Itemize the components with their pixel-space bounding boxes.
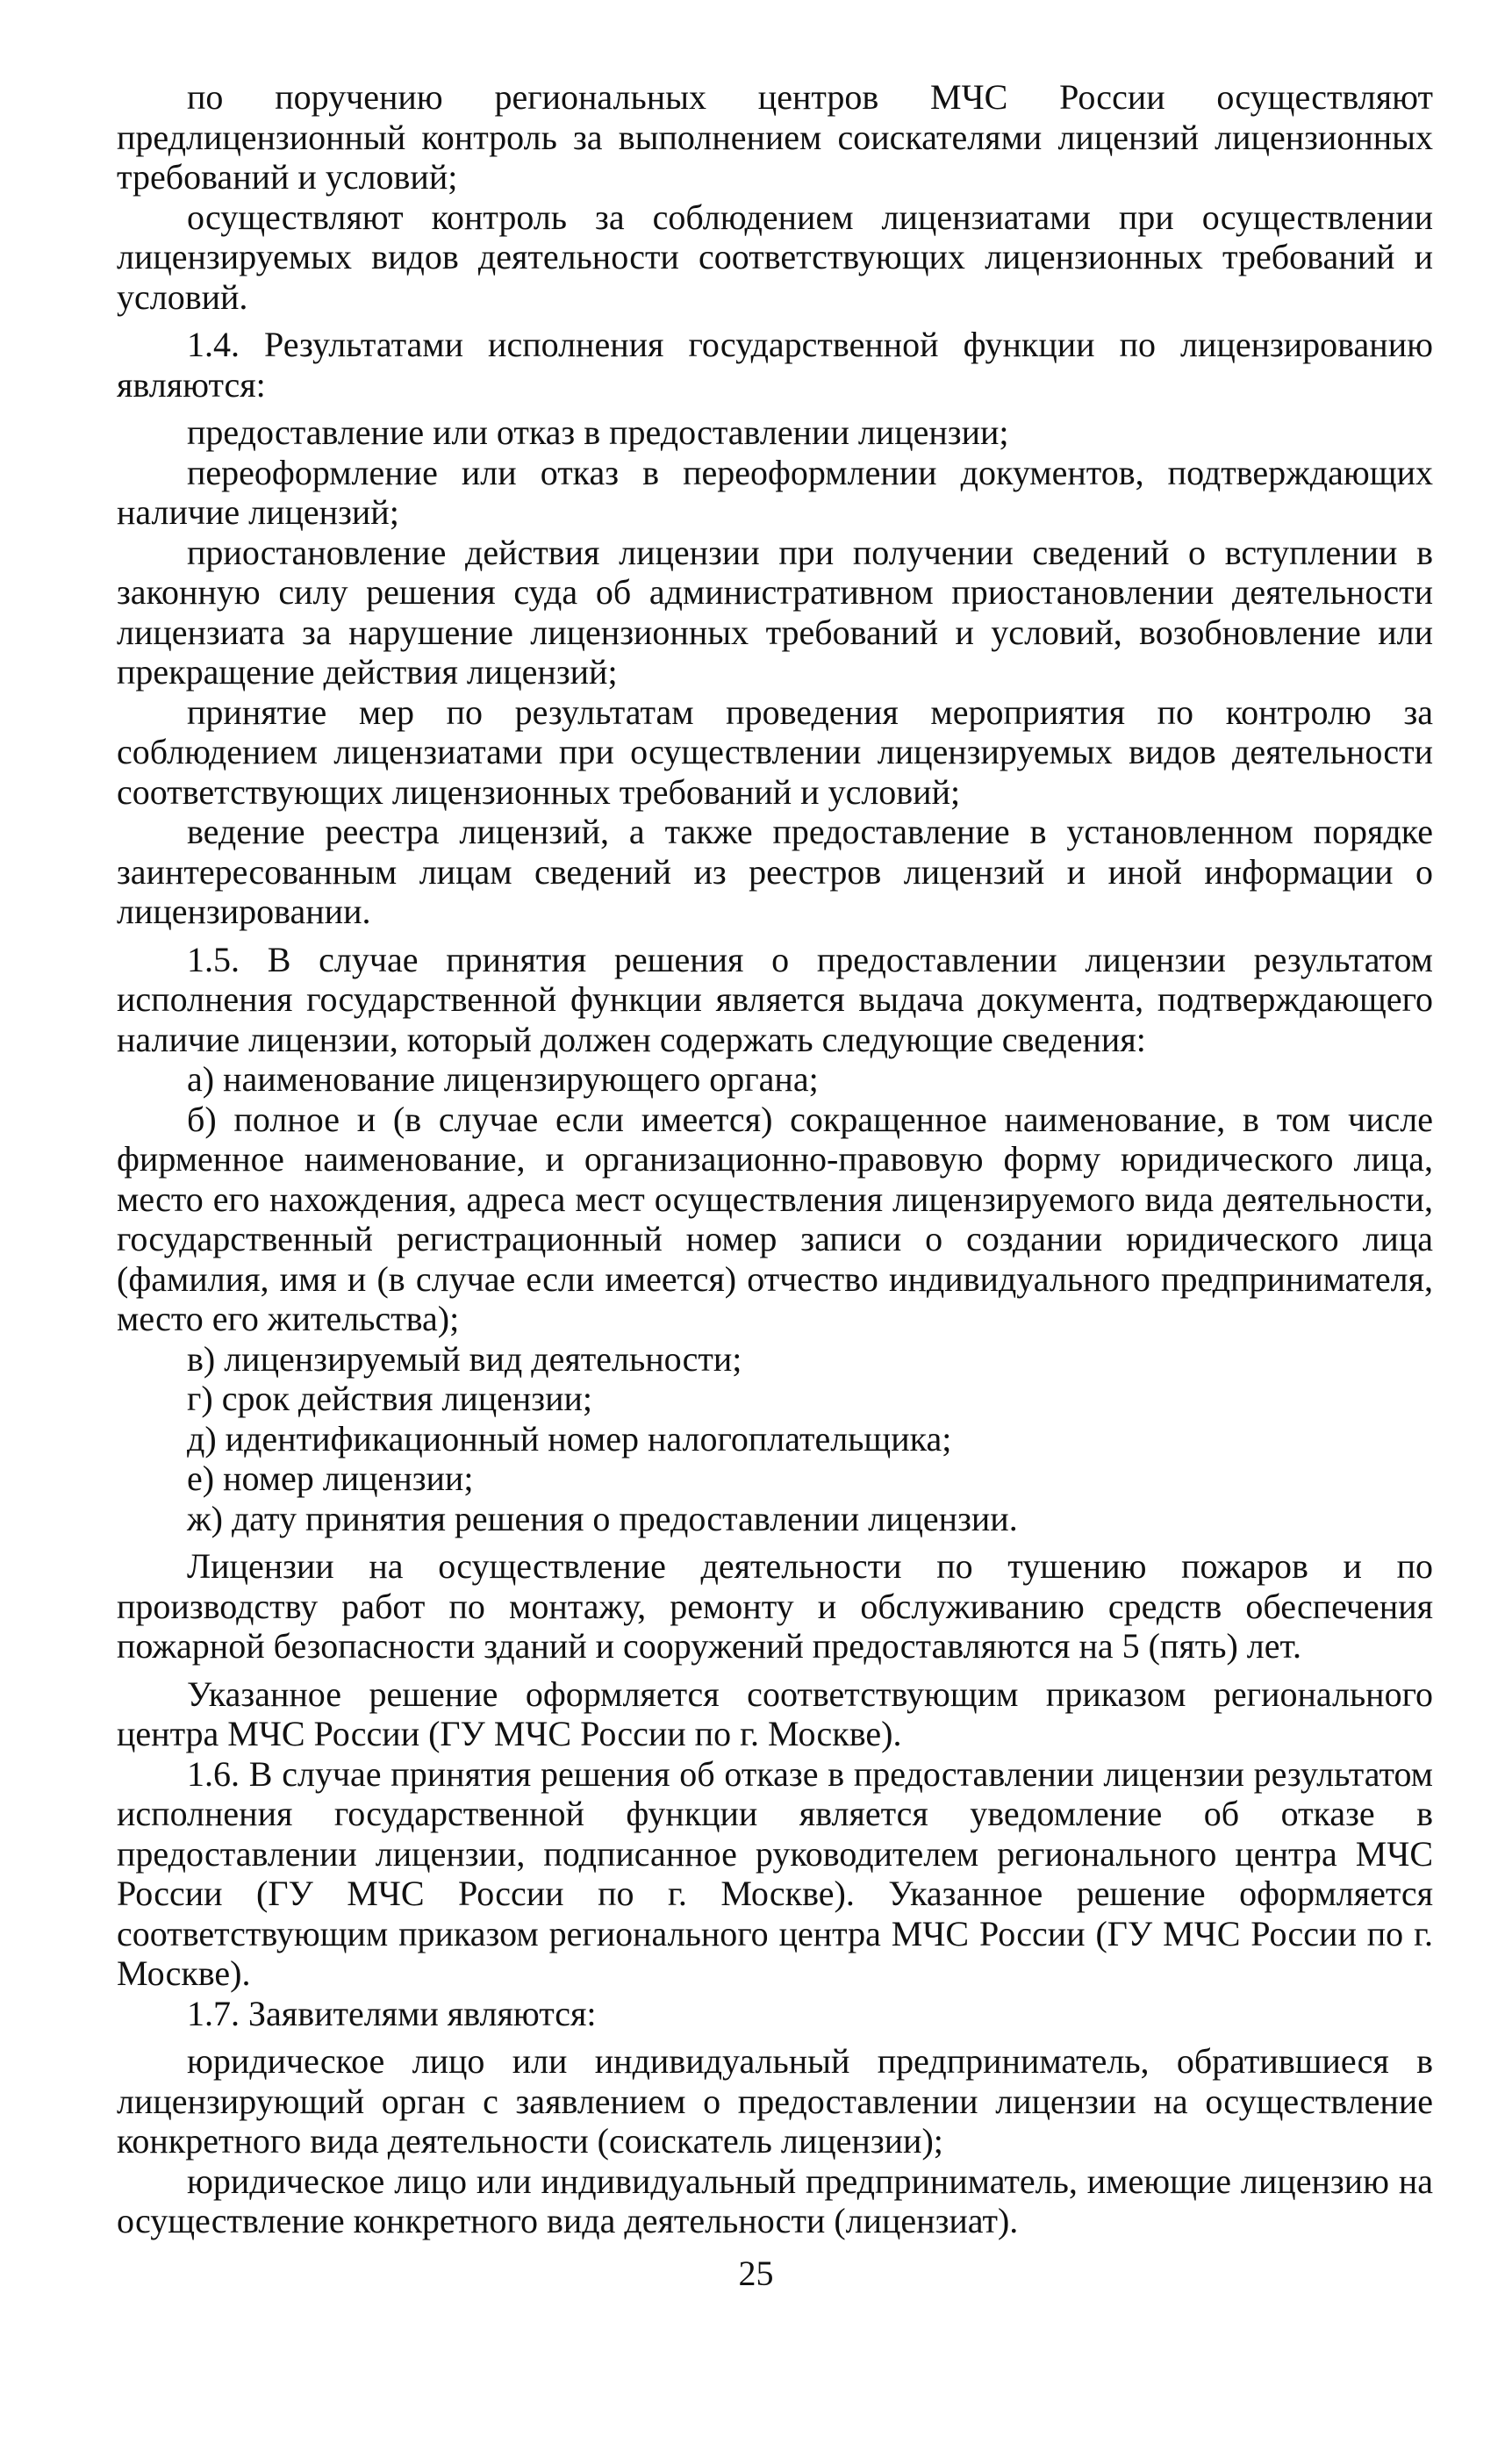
list-item: д) идентификационный номер налогоплательщика; [187,1418,952,1459]
paragraph: осуществляют контроль за соблюдением лицензиатами при осуществлении лицензируемых видов деятельности соответствующих лицензионных требований и условий. [117,197,1433,317]
list-item: а) наименование лицензирующего органа; [187,1059,819,1099]
list-item: е) номер лицензии; [187,1459,474,1498]
paragraph: принятие мер по результатам проведения мероприятия по контролю за соблюдением лицензиатами при осуществлении лицензируемых видов деятельности соответствующих лицензионных требований и условий; [117,692,1433,812]
list-item: ж) дату принятия решения о предоставлении лицензии. [187,1498,1018,1538]
paragraph: юридическое лицо или индивидуальный предприниматель, имеющие лицензию на осуществление конкретного вида деятельности (лицензиат). [117,2161,1433,2240]
paragraph: Лицензии на осуществление деятельности по тушению пожаров и по производству работ по монтажу, ремонту и обслуживанию средств обеспечения пожарной безопасности зданий и сооружений предоставляются на 5 (пять) лет. [117,1546,1433,1666]
section-paragraph-1-4: 1.4. Результатами исполнения государственной функции по лицензированию являются: [117,325,1433,405]
body-text [117,77,1433,2241]
paragraph: переоформление или отказ в переоформлении документов, подтверждающих наличие лицензий; [117,452,1433,532]
paragraph: предоставление или отказ в предоставлении лицензии; [187,412,1009,452]
list-item: в) лицензируемый вид деятельности; [187,1338,742,1379]
section-paragraph-1-5: 1.5. В случае принятия решения о предоставлении лицензии результатом исполнения государственной функции является выдача документа, подтверждающего наличие лицензии, который должен содержать следующие сведения: [117,939,1433,1059]
section-paragraph-1-6: 1.6. В случае принятия решения об отказе в предоставлении лицензии результатом исполнения государственной функции является уведомление об отказе в предоставлении лицензии, подписанное руководителем регионального центра МЧС России (ГУ МЧС России по г. Москве). Указанное решение оформляется соответствующим приказом регионального центра МЧС России (ГУ МЧС России по г. Москве). [117,1753,1433,1993]
page-number: 25 [738,2254,774,2293]
paragraph: Указанное решение оформляется соответствующим приказом регионального центра МЧС России (ГУ МЧС России по г. Москве). [117,1674,1433,1753]
paragraph: приостановление действия лицензии при получении сведений о вступлении в законную силу решения суда об административном приостановлении деятельности лицензиата за нарушение лицензионных требований и условий, возобновление или прекращение действия лицензий; [117,532,1433,692]
paragraph: ведение реестра лицензий, а также предоставление в установленном порядке заинтересованным лицам сведений из реестров лицензий и иной информации о лицензировании. [117,812,1433,931]
paragraph: по поручению региональных центров МЧС России осуществляют предлицензионный контроль за выполнением соискателями лицензий лицензионных требований и условий; [117,77,1433,197]
section-paragraph-1-7: 1.7. Заявителями являются: [187,1993,597,2033]
list-item: г) срок действия лицензии; [187,1379,593,1418]
paragraph: юридическое лицо или индивидуальный предприниматель, обратившиеся в лицензирующий орган с заявлением о предоставлении лицензии на осуществление конкретного вида деятельности (соискатель лицензии); [117,2041,1433,2161]
list-item: б) полное и (в случае если имеется) сокращенное наименование, в том числе фирменное наименование, и организационно-правовую форму юридического лица, место его нахождения, адреса мест осуществления лицензируемого вида деятельности, государственный регистрационный номер записи о создании юридического лица (фамилия, имя и (в случае если имеется) отчество индивидуального предпринимателя, место его жительства); [117,1099,1433,1338]
